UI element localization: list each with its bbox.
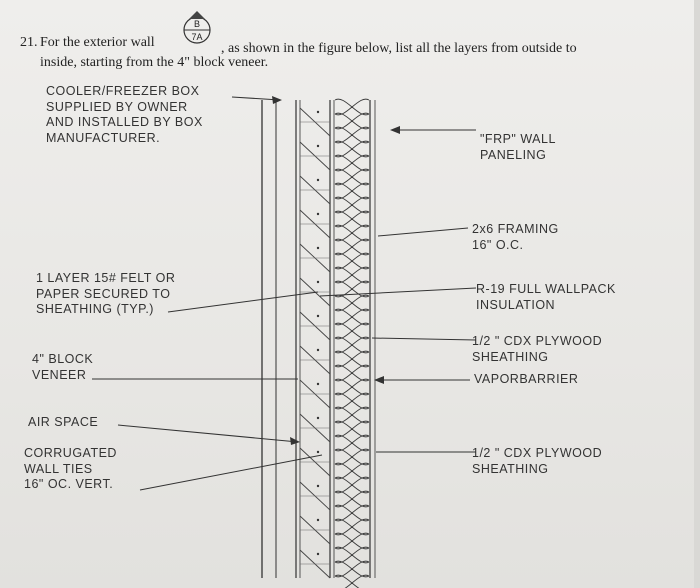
label-block-veneer	[32, 352, 93, 383]
right-leader-lines	[320, 130, 476, 452]
label-insulation-line1: R-19 FULL WALLPACK	[476, 282, 616, 296]
label-felt-line1: 1 LAYER 15# FELT OR	[36, 271, 176, 285]
label-plywood-sheathing-2	[472, 446, 602, 477]
label-vapor-line1: VAPORBARRIER	[474, 372, 579, 386]
leader-air	[118, 425, 298, 442]
label-wall-ties	[24, 446, 117, 493]
arrowhead-vapor	[374, 376, 384, 384]
label-plywood1-line1: 1/2 " CDX PLYWOOD	[472, 334, 603, 348]
wall-tie-dot	[317, 417, 319, 419]
label-frp-line1: "FRP" WALL	[480, 132, 556, 146]
label-plywood2-line1: 1/2 " CDX PLYWOOD	[472, 446, 603, 460]
label-block-line1: 4" BLOCK	[32, 352, 94, 366]
wall-tie-dot	[317, 349, 319, 351]
page-edge-shadow	[694, 0, 700, 588]
question-number: 21.	[20, 35, 38, 50]
arrowhead-frp	[390, 126, 400, 134]
label-framing-line2: 16" O.C.	[472, 237, 524, 252]
insulation-batt-pattern	[335, 99, 369, 588]
wall-tie-dot	[317, 247, 319, 249]
question-line2: inside, starting from the 4" block veneer.	[40, 55, 269, 70]
wall-tie-dot	[317, 179, 319, 181]
arrowheads	[272, 96, 400, 445]
label-cooler-line1: COOLER/FREEZER BOX	[46, 84, 200, 98]
label-plywood2-line2: SHEATHING	[472, 461, 549, 476]
wall-tie-dot	[317, 111, 319, 113]
wall-tie-dot	[317, 553, 319, 555]
label-frp-paneling	[480, 132, 556, 163]
label-plywood1-line2: SHEATHING	[472, 349, 549, 364]
label-air-line1: AIR SPACE	[28, 415, 99, 429]
wall-tie-dot	[317, 213, 319, 215]
callout-top-text: B	[193, 19, 201, 29]
arrowhead-air	[290, 437, 300, 445]
wall-tie-dot	[317, 383, 319, 385]
label-felt	[36, 271, 175, 318]
callout-bottom-text: 7A	[191, 32, 203, 42]
label-frp-line2: PANELING	[480, 147, 547, 162]
label-cooler-box	[46, 84, 203, 146]
wall-tie-dot	[317, 485, 319, 487]
label-cooler-line2: SUPPLIED BY OWNER	[46, 99, 188, 114]
label-felt-line2: PAPER SECURED TO	[36, 286, 171, 301]
leader-ties	[140, 455, 322, 490]
wall-ties-group	[300, 108, 330, 578]
label-plywood-sheathing-1	[472, 334, 602, 365]
leader-framing	[378, 228, 468, 236]
wall-tie-dot	[317, 519, 319, 521]
label-air-space	[28, 415, 98, 431]
label-insulation	[476, 282, 616, 313]
wall-tie-dot	[317, 315, 319, 317]
wall-tie-dot	[317, 281, 319, 283]
wall-tie-dot	[317, 145, 319, 147]
label-vapor-barrier	[474, 372, 578, 388]
label-felt-line3: SHEATHING (TYP.)	[36, 302, 154, 316]
label-framing-line1: 2x6 FRAMING	[472, 222, 559, 236]
label-ties-line3: 16" OC. VERT.	[24, 477, 114, 491]
wall-tie-dot	[317, 451, 319, 453]
arrowhead-cooler	[272, 96, 282, 104]
question-line1-end: , as shown in the figure below, list all the layers from outside to	[221, 41, 577, 56]
leader-plywood1	[372, 338, 476, 340]
label-block-line2: VENEER	[32, 367, 87, 382]
label-framing	[472, 222, 559, 253]
label-insulation-line2: INSULATION	[476, 297, 556, 312]
leader-insulation	[320, 288, 476, 296]
label-cooler-line4: MANUFACTURER.	[46, 130, 161, 145]
question-line1-start: For the exterior wall	[40, 35, 155, 50]
label-ties-line2: WALL TIES	[24, 461, 93, 476]
insulation-pattern	[335, 99, 369, 588]
label-ties-line1: CORRUGATED	[24, 446, 117, 460]
label-cooler-line3: AND INSTALLED BY BOX	[46, 115, 203, 129]
